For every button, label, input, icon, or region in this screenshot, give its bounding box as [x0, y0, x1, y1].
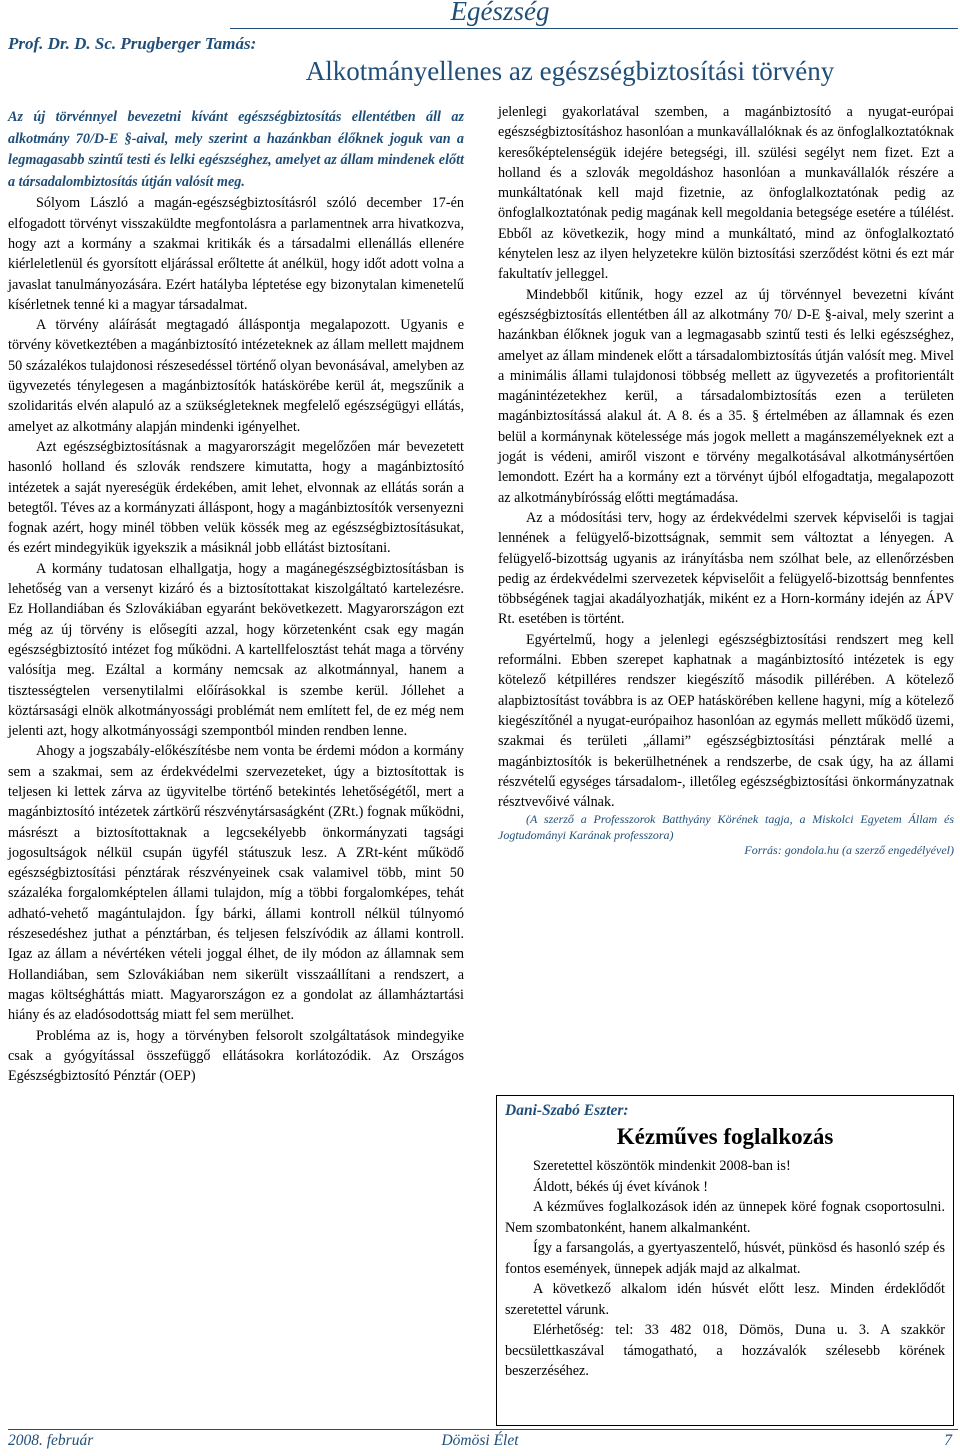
box-paragraph: A következő alkalom idén húsvét előtt lesz. Minden érdeklődőt szeretettel várunk.	[505, 1281, 945, 1318]
article-paragraph: Egyértelmű, hogy a jelenlegi egészségbiztosítási rendszert meg kell reformálni. Ebben szerepet kaphatnak a magánbiztosító intézetek is egy kötelező kétpilléres rendszer kiegészítő második pillérében. A kötelező alapbiztosítást továbbra is az OEP hatáskörében kellene hagyni, míg a kötelező kiegészítőnél a nyugat-európaihoz hasonlóan az egymás mellett működő üzemi, szakmai és területi „állami” egészségbiztosítási pénztárak mellé a magánbiztosítók is bekerülhetnének a rendszerbe, de csak úgy, ha az állami részvételű egységes társadalom-, illetőleg egészségbiztosítási önkormányzatnak résztvevőivé válnak.	[498, 631, 954, 811]
author-credit: (A szerző a Professzorok Batthyány Körének tagja, a Miskolci Egyetem Állam és Jogtudományi Karának professzora)	[498, 812, 954, 842]
article-paragraph: Probléma az is, hogy a törvényben felsorolt szolgáltatások mindegyike csak a gyógyítással összefüggő ellátásokra korlátozódik. Az Országos Egészségbiztosító Pénztár (OEP)	[8, 1027, 464, 1085]
section-heading: Egészség	[450, 0, 550, 26]
article-paragraph: Az a módosítási terv, hogy az érdekvédelmi szervek képviselői is tagjai lennének a felügyelő-bizottságnak, semmit sem változtat a lényegen. A felügyelő-bizottság ugyanis az irányításba nem szólhat bele, az ellenőrzésben pedig az érdekvédelmi szervezetek képviselőit a felügyelő-bizottság bennfentes többségének tagjai akadályozhatják, miként ez a Horn-kormány idején az ÁPV Rt. esetében is történt.	[498, 509, 954, 628]
box-paragraph: Áldott, békés új évet kívánok !	[533, 1178, 708, 1195]
article-paragraph: Azt egészségbiztosításnak a magyarországit megelőzően már bevezetett hasonló holland és szlovák rendszere kimutatta, hogy a magánbiztosító intézetek a saját nyereségük érdekében, amit lehet, elvonnak az ellátás során a betegtől. Téves az a kormányzati álláspont, hogy a magánbiztosítók versenyezni fognak azért, hogy minél többen velük kössék meg az egészségbiztosításukat, és ezért mindegyikük igyekszik a másiknál jobb ellátást biztosítani.	[8, 438, 464, 557]
article-left-column	[8, 107, 464, 1086]
box-title: Kézműves foglalkozás	[616, 1124, 834, 1149]
article-title: Alkotmányellenes az egészségbiztosítási törvény	[305, 56, 835, 86]
article-paragraph: A kormány tudatosan elhallgatja, hogy a magánegészségbiztosításban is lehetőség van a versenyt kizáró és a biztosítottakat kiszolgáltató kartelezésre. Ez Hollandiában és Szlovákiában egyaránt bekövetkezett. Magyarországon ezt még az új törvény is elősegíti azzal, hogy körzetenként csak egy magán egészségbiztosító intézet fog működni. A kartellfelosztást tehát maga a törvény valósítja meg. Ezáltal a kormány nemcsak az alkotmánnyal, hanem a tisztességtelen versenytilalmi előírásokkal is szembe kerül. Jóllehet a köztársasági elnök alkotmányossági problémát nem említett fel, de ez még nem jelenti azt, hogy alkotmányossági szempontból minden rendben lenne.	[8, 560, 464, 740]
source-note: Forrás: gondola.hu (a szerző engedélyével)	[744, 843, 954, 858]
box-author: Dani-Szabó Eszter:	[505, 1102, 629, 1119]
footer-publication: Dömösi Élet	[441, 1432, 519, 1449]
article-paragraph: Ahogy a jogszabály-előkészítésbe nem vonta be érdemi módon a kormány sem a szakmai, sem az érdekvédelmi szervezeteket, úgy a biztosítottak is teljesen ki lettek zárva az ügyvitelbe történő betekintés lehetőségétől, mert a magánbiztosító intézetek zártkörű részvénytársaságként (ZRt.) fognak működni, másrészt a biztosítottaknak a legcsekélyebb önkormányzati tagsági jogosultságok nélkül csupán ügyfél státuszuk lesz. A ZRt-ként működő egészségbiztosítási pénztárak részvényeinek csak valamivel több, mint 50 százaléka forgalomképtelen állami tulajdon, míg a többi forgalomképes, tehát adható-vehető magántulajdon. Így bárki, állami kontroll nélkül túlnyomó részesedéshez juthat a pénztárban, és teljesen felszívódik az állami kontroll. Igaz az állam a névértéken vételi joggal élhet, de ily módon az államnak sem Hollandiában, sem Szlovákiában nem sikerült visszaállítani a rendszert, a magas költségháttás miatt. Magyarországon ez a gondolat az államháztartási hiány és az eladósodottság miatt fel sem merülhet.	[8, 743, 464, 1024]
article-paragraph: A törvény aláírását megtagadó álláspontja megalapozott. Ugyanis e törvény következtében a magánbiztosító intézeteknek az állam mellett majdnem 50 százalékos tulajdonosi részesedéssel történő olyan bevonásával, amelyben az ügyvezetés ténylegesen a magánbiztosítók hatáskörébe kerül át, megszűnik a szolidaritás elvén alapuló az a szükségleteknek megfelelő egészségügyi ellátás, amelyet az alkotmány alapján mindenki igényelhet.	[8, 317, 464, 435]
article-right-column	[498, 102, 954, 859]
footer-date: 2008. február	[8, 1432, 94, 1449]
footer-rule	[8, 1429, 958, 1430]
page-number: 7	[944, 1432, 952, 1449]
article-paragraph: Mindebből kitűnik, hogy ezzel az új törvénnyel bevezetni kívánt egészségbiztosítás ellentétben áll az alkotmány 70/ D-E §-aival, mely szerint a hazánkban élőknek joguk van a legmagasabb szintű testi és lelki egészséghez, amelyet az állam mindenek előtt a társadalombiztosítás útján valósít meg. Mivel a minimális állami tulajdonosi többség mellett az ügyvezetés a profitorientált magánintézetekhez kerül, a társadalombiztosítás ezen a területen magánbiztosítássá alakul át. A 8. és a 35. § értelmében az államnak és ezen belül a kormánynak kötelessége más jogok mellett a magánszemélyeknek ezt a jogát is védeni, amiről viszont e törvény megalkotásával alkotmánysértően lemondott. Ezért ha a kormány ezt a törvényt újból elfogadtatja, megalapozott az alkotmánybírósság előtti megtámadása.	[498, 286, 954, 506]
article-paragraph: Sólyom László a magán-egészségbiztosításról szóló december 17-én elfogadott törvényt visszaküldte megfontolásra a parlamentnek arra hivatkozva, hogy azt a kormány a szakmai kritikák és a társadalmi ellenállás ellenére kiérleletlenül és gyorsított eljárással erőltette át anélkül, hogy időt adott volna a javaslat tanulmányozására. Ezért hatályba léptetése egy bizonytalan kimenetelű kísérletnek tenné ki a magyar társadalmat.	[8, 195, 464, 313]
article-author: Prof. Dr. D. Sc. Prugberger Tamás:	[8, 34, 257, 53]
header-rule	[230, 28, 958, 29]
box-paragraph: Így a farsangolás, a gyertyaszentelő, húsvét, pünkösd és hasonló szép és fontos események, ünnepek adják majd az alkalmat.	[505, 1240, 945, 1277]
article-paragraph: jelenlegi gyakorlatával szemben, a magánbiztosító a nyugat-európai egészségbiztosításhoz hasonlóan a munkavállalóknak és az önfoglalkoztatóknak keresőképtelenségük idejére betegségi, ill. szülési segélyt nem fizet. Ezt a holland és a szlovák megoldáshoz hasonlóan a munkavállalók részére a munkáltatónak kell majd fizetnie, az önfoglalkoztatónak pedig az önfoglalkoztatónak pedig magának kell megoldania betegsége esetére a túlélést. Ebből az következik, hogy mind a munkáltató, mind az önfoglalkoztató kénytelen lesz az ilyen helyzetekre külön biztosítási szerződést kötni és ezt már fakultatív jelleggel.	[498, 104, 954, 283]
box-paragraph: A kézműves foglalkozások idén az ünnepek köré fognak csoportosulni. Nem szombatonként, hanem alkalmanként.	[505, 1199, 945, 1236]
box-body	[505, 1156, 945, 1382]
box-paragraph: Szeretettel köszöntök mindenkit 2008-ban is!	[533, 1158, 791, 1174]
article-lead: Az új törvénnyel bevezetni kívánt egészségbiztosítás ellentétben áll az alkotmány 70/D-E §-aival, mely szerint a hazánkban élőknek joguk van a legmagasabb szintű testi és lelki egészséghez, amelyet az állam mindenek előtt a társadalombiztosítás útján valósít meg.	[8, 109, 464, 190]
craft-workshop-box	[496, 1095, 954, 1426]
box-paragraph: Elérhetőség: tel: 33 482 018, Dömös, Duna u. 3. A szakkör becsülettkaszával támogatható, a hozzávalók szélesebb körének beszerzéséhez.	[505, 1322, 945, 1379]
